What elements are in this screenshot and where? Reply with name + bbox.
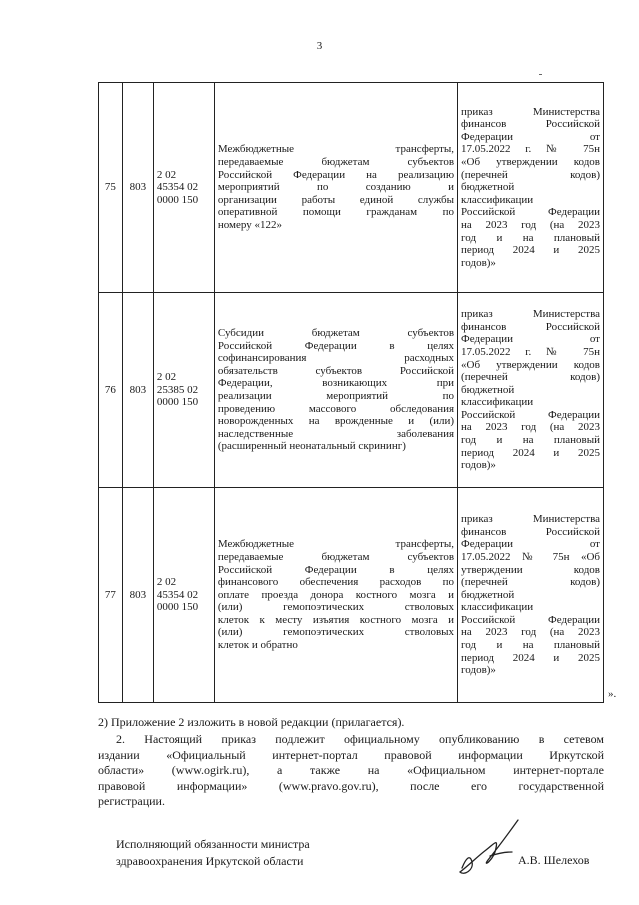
- paragraph-line: правовой информации» (www.pravo.gov.ru), после его государственной: [98, 778, 604, 793]
- income-name-line: Федерации, возникающих при: [217, 377, 455, 390]
- legal-basis-line: 17.05.2022 г. № 75н: [461, 143, 600, 156]
- code-line: 2 02: [156, 168, 177, 181]
- legal-basis-line: бюджетной: [461, 383, 515, 396]
- legal-basis-line: утверждении кодов: [461, 563, 600, 576]
- legal-basis-line: год и на плановый: [461, 434, 600, 447]
- signer-name: А.В. Шелехов: [518, 853, 590, 867]
- legal-basis-line: Федерации от: [461, 130, 600, 143]
- legal-basis-line: период 2024 и 2025: [461, 446, 600, 459]
- income-name: [214, 293, 457, 488]
- legal-basis-line: Российской Федерации: [461, 613, 600, 626]
- legal-basis: [458, 488, 604, 703]
- legal-basis: [458, 293, 604, 488]
- code-line: 25385 02: [156, 383, 199, 396]
- admin-code: 803: [122, 83, 153, 293]
- legal-basis-line: приказ Министерства: [461, 308, 600, 321]
- legal-basis-line: период 2024 и 2025: [461, 651, 600, 664]
- legal-basis-line: Федерации от: [461, 333, 600, 346]
- admin-code: 803: [122, 488, 153, 703]
- page-number: 3: [316, 40, 323, 52]
- table-row: [99, 83, 604, 293]
- legal-basis-line: (перечней кодов): [461, 576, 600, 589]
- income-name-line: наследственные заболевания: [217, 427, 455, 440]
- legal-basis-line: годов)»: [461, 256, 496, 269]
- legal-basis-line: Федерации от: [461, 538, 600, 551]
- code-line: 2 02: [156, 371, 177, 384]
- paragraph-line: регистрации.: [98, 794, 165, 808]
- legal-basis-line: бюджетной: [461, 588, 515, 601]
- income-name: [214, 83, 457, 293]
- table-row: [99, 293, 604, 488]
- legal-basis-line: 17.05.2022 г. № 75н: [461, 345, 600, 358]
- legal-basis-line: 17.05.2022 № 75н «Об: [461, 550, 600, 563]
- income-name-line: передаваемые бюджетам субъектов: [217, 550, 455, 563]
- legal-basis-line: финансов Российской: [461, 320, 600, 333]
- legal-basis-line: год и на плановый: [461, 639, 600, 652]
- handwritten-signature: [452, 810, 532, 890]
- code-line: 2 02: [156, 576, 177, 589]
- income-name: [214, 488, 457, 703]
- legal-basis-line: бюджетной: [461, 181, 515, 194]
- row-number: 77: [99, 488, 123, 703]
- income-name-line: Межбюджетные трансферты,: [217, 143, 455, 156]
- legal-basis-line: «Об утверждении кодов: [461, 156, 600, 169]
- scan-speck: [539, 74, 542, 75]
- table-closing-mark: ».: [608, 688, 617, 700]
- legal-basis-line: Российской Федерации: [461, 408, 600, 421]
- legal-basis-line: годов)»: [461, 459, 496, 472]
- legal-basis-line: классификации: [461, 396, 534, 409]
- income-name-line: (или) гемопоэтических стволовых: [217, 626, 455, 639]
- income-name-line: софинансирования расходных: [217, 352, 455, 365]
- legal-basis-line: классификации: [461, 601, 534, 614]
- paragraph-line: области» (www.ogirk.ru), а также на «Официальном интернет-портале: [98, 763, 604, 777]
- signature-position-line-1: Исполняющий обязанности министра: [116, 837, 310, 851]
- legal-basis-line: годов)»: [461, 664, 496, 677]
- paragraph-line: издании «Официальный интернет-портал правовой информации Иркутской: [98, 747, 604, 762]
- income-name-line: финансового обеспечения расходов по: [217, 576, 455, 589]
- income-name-line: Российской Федерации в целях: [217, 563, 455, 576]
- income-name-line: новорожденных на врожденные и (или): [217, 415, 455, 428]
- legal-basis-line: на 2023 год (на 2023: [461, 626, 600, 639]
- income-name-line: реализации мероприятий по: [217, 390, 455, 402]
- legal-basis-line: приказ Министерства: [461, 513, 600, 526]
- code-line: 45354 02: [156, 588, 199, 601]
- income-name-line: клеток и обратно: [217, 639, 298, 652]
- income-name-line: (расширенный неонатальный скрининг): [217, 440, 406, 453]
- legal-basis-line: на 2023 год (на 2023: [461, 421, 600, 434]
- signature-position: [116, 836, 310, 870]
- legal-basis-line: финансов Российской: [461, 118, 600, 131]
- code-line: 0000 150: [156, 601, 199, 614]
- legal-basis-line: год и на плановый: [461, 231, 600, 244]
- budget-classification-code: [153, 83, 214, 293]
- item-3-paragraph: [98, 732, 604, 810]
- income-name-line: оперативной помощи гражданам по: [217, 206, 455, 219]
- legal-basis-line: финансов Российской: [461, 525, 600, 538]
- admin-code: 803: [122, 293, 153, 488]
- item-2-text: 2) Приложение 2 изложить в новой редакции (прилагается).: [98, 715, 405, 729]
- income-name-line: обязательств субъектов Российской: [217, 364, 455, 377]
- income-name-line: передаваемые бюджетам субъектов: [217, 156, 455, 169]
- paragraph-line: 2. Настоящий приказ подлежит официальному опубликованию в сетевом: [116, 732, 604, 746]
- legal-basis-line: на 2023 год (на 2023: [461, 218, 600, 231]
- legal-basis-line: Российской Федерации: [461, 206, 600, 219]
- income-name-line: Российской Федерации в целях: [217, 339, 455, 352]
- legal-basis-line: (перечней кодов): [461, 371, 600, 384]
- row-number: 76: [99, 293, 123, 488]
- budget-classification-code: [153, 293, 214, 488]
- table-row: [99, 488, 604, 703]
- income-name-line: Субсидии бюджетам субъектов: [217, 327, 455, 340]
- income-name-line: клеток к месту изъятия костного мозга и: [217, 613, 455, 626]
- income-name-line: Российской Федерации на реализацию: [217, 168, 455, 181]
- code-line: 0000 150: [156, 396, 199, 409]
- income-name-line: (или) гемопоэтических стволовых: [217, 601, 455, 614]
- code-line: 45354 02: [156, 181, 199, 194]
- income-name-line: мероприятий по созданию и: [217, 181, 455, 194]
- legal-basis: [458, 83, 604, 293]
- code-line: 0000 150: [156, 193, 199, 206]
- income-name-line: организации работы единой службы: [217, 193, 455, 206]
- signature-position-line-2: здравоохранения Иркутской области: [116, 854, 304, 868]
- legal-basis-line: период 2024 и 2025: [461, 244, 600, 257]
- legal-basis-line: (перечней кодов): [461, 168, 600, 181]
- income-name-line: оплате проезда донора костного мозга и: [217, 588, 455, 601]
- budget-codes-table: [98, 82, 604, 703]
- income-name-line: номеру «122»: [217, 218, 283, 231]
- income-name-line: проведению массового обследования: [217, 402, 455, 415]
- legal-basis-line: классификации: [461, 193, 534, 206]
- budget-classification-code: [153, 488, 214, 703]
- legal-basis-line: приказ Министерства: [461, 105, 600, 118]
- row-number: 75: [99, 83, 123, 293]
- legal-basis-line: «Об утверждении кодов: [461, 358, 600, 371]
- income-name-line: Межбюджетные трансферты,: [217, 538, 455, 551]
